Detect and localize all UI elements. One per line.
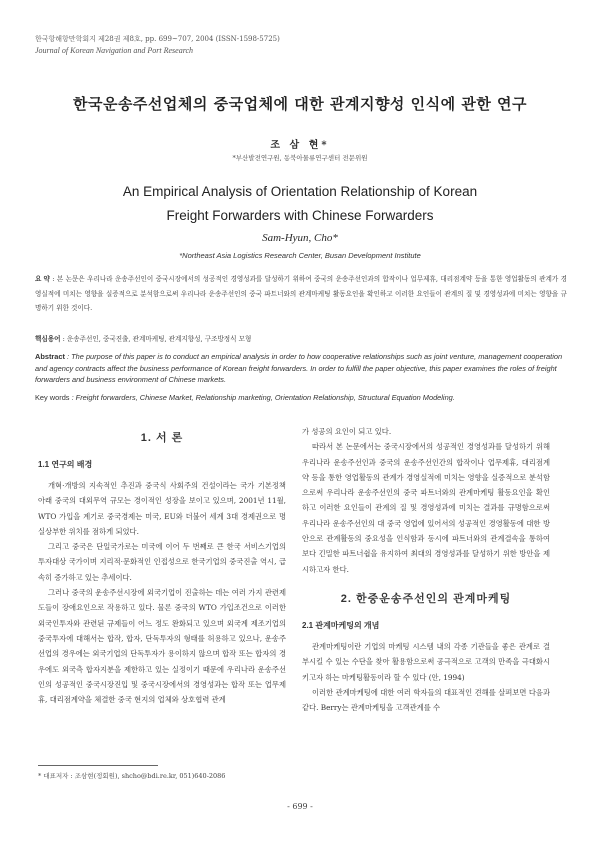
- keywords-korean: [35, 333, 567, 343]
- affiliation-korean: *부산발전연구원, 동북아물류연구센터 전문위원: [232, 154, 368, 162]
- paragraph: 따라서 본 논문에서는 중국시장에서의 성공적인 경영성과를 달성하기 위해 우리나라 운송주선인과 중국의 운송주선인간의 합작이나 업무제휴, 대리점계약 등을 통한 영업활동의 관계가 경영실적에 미치는 영향을 실증적으로 분석함으로써 우리나라 운송주선인의 중국 파트너와의 관계마케팅 활동요인을 확인하고 이러한 요인들이 관계의 질 및 경영성과에 미치는 결과를 규명함으로써 우리나라 운송주선인의 대 중국 영업에 있어서의 성공적인 경영활동에 대한 방안으로 관계활동의 중요성을 인식함과 동시에 파트너와의 관계결속을 통하여 보다 긴밀한 파트너쉽을 유지하여 최대의 경영성과를 달성하기 위한 방안을 제시하고자 한다.: [302, 442, 550, 574]
- body-column-left: [38, 424, 286, 707]
- keywords-korean-label: 핵심용어: [35, 336, 61, 343]
- page-number: - 699 -: [287, 802, 313, 811]
- keywords-english: [35, 393, 567, 402]
- body-column-right: [302, 424, 550, 715]
- keywords-english-label: Key words: [35, 393, 70, 402]
- abstract-english: [35, 351, 567, 386]
- author-english: Sam-Hyun, Cho*: [262, 232, 338, 244]
- journal-citation: 한국항해항만학회지 제28권 제8호, pp. 699~707, 2004 (ISSN-1598-5725): [35, 35, 280, 43]
- affiliation-english: *Northeast Asia Logistics Research Center, Busan Development Institute: [179, 251, 421, 260]
- journal-name-en: Journal of Korean Navigation and Port Research: [35, 46, 194, 55]
- paragraph: 그리고 중국은 단일국가로는 미국에 이어 두 번째로 큰 한국 서비스기업의 투자대상 국가이며 지리적·문화적인 인접성으로 한국기업의 중국진출 역시, 급속히 증가하고 있는 추세이다.: [38, 542, 286, 582]
- paragraph: 이러한 관계마케팅에 대한 여러 학자들의 대표적인 견해를 살펴보면 다음과 같다. Berry는 관계마케팅을 고객관계를 수: [302, 687, 550, 713]
- author-korean: 조 삼 현*: [270, 140, 330, 151]
- abstract-english-text: : The purpose of this paper is to conduct an empirical analysis in order to how cooperative relationships such as joint venture, management cooperation and agency contracts affect the business performance of Korean freight forwarders. In order to fulfill the paper objective, this paper examines the roles of freight forwarders and business environment of Chinese markets.: [35, 352, 563, 384]
- subsection-heading-concept: 2.1 관계마케팅의 개념: [302, 620, 380, 630]
- section-heading-relationship-marketing: 2. 한중운송주선인의 관계마케팅: [340, 592, 512, 605]
- abstract-korean-label: 요 약: [35, 276, 50, 283]
- journal-header: [35, 34, 280, 56]
- paragraph: 관계마케팅이란 기업의 마케팅 시스템 내의 각종 기관들을 좋은 관계로 결부시킬 수 있는 수단을 찾아 활용함으로써 공극적으로 고객의 만족을 극대화시키고자 하는 마케팅활동이라 할 수 있다 (안, 1994): [302, 641, 550, 682]
- abstract-english-label: Abstract: [35, 352, 65, 361]
- title-korean: 한국운송주선업체의 중국업체에 대한 관계지향성 인식에 관한 연구: [72, 95, 528, 113]
- paragraph: 가 성공의 요인이 되고 있다.: [302, 427, 392, 436]
- paragraph: 개혁·개방의 지속적인 추진과 중국식 사회주의 건설이라는 국가 기본정책 아래 중국의 대외무역 규모는 경이적인 성장을 보이고 있으며, 2001년 11월, WTO 가입을 계기로 중국경제는 미국, EU와 더불어 세계 3대 경제권으로 명실상부한 위치를 점하게 되었다.: [38, 481, 286, 536]
- abstract-korean: [35, 272, 567, 315]
- keywords-korean-text: : 운송주선인, 중국진출, 관계마케팅, 관계지향성, 구조방정식 모형: [62, 335, 252, 343]
- footnote-author: * 대표저자 : 조삼현(정회원), shcho@bdi.re.kr, 051)640-2086: [38, 772, 226, 780]
- keywords-english-text: : Freight forwarders, Chinese Market, Relationship marketing, Orientation Relationship, Structural Equation Modeling.: [71, 393, 455, 402]
- paragraph: 그러나 중국의 운송주선시장에 외국기업이 진출하는 데는 여러 가지 관련제도들이 장애요인으로 작용하고 있다. 물론 중국의 WTO 가입조건으로 이러한 외국인투자와 관련된 규제들이 어느 정도 완화되고 있으며 외국계 제조기업의 중국투자에 대해서는 합작, 합자, 단독투자의 형태를 허용하고 있으나, 운송주선업의 경우에는 외국기업의 단독투자가 용이하지 않으며 합작 또는 합자의 경우에도 외국측 합자지분을 제한하고 있는 실정이기 때문에 우리나라 운송주선인의 성공적인 중국시장진입 및 중국시장에서의 경영성과는 합작 또는 업무제휴, 대리점계약을 체결한 중국 현지의 업체와 상호협력 관계: [38, 588, 286, 705]
- title-english-line2: Freight Forwarders with Chinese Forwarders: [166, 208, 434, 223]
- title-english-line1: An Empirical Analysis of Orientation Relationship of Korean: [122, 184, 478, 199]
- footnote-divider: [38, 765, 158, 766]
- title-english: [0, 180, 600, 228]
- subsection-heading-background: 1.1 연구의 배경: [38, 460, 93, 469]
- section-heading-introduction: 1. 서 론: [140, 432, 184, 444]
- abstract-korean-text: : 본 논문은 우리나라 운송주선인이 중국시장에서의 성공적인 경영성과를 달성하기 위하여 중국의 운송주선인과의 합작이나 업무제휴, 대리점계약 등을 통한 영업활동의 관계가 경영실적에 미치는 영향을 실증적으로 분석함으로써 우리나라 운송주선인의 중국 파트너와의 관계마케팅 활동요인을 확인하고 이러한 요인들이 관계의 질 및 경영성과에 미치는 영향을 규명하기 위한 것이다.: [35, 275, 567, 312]
